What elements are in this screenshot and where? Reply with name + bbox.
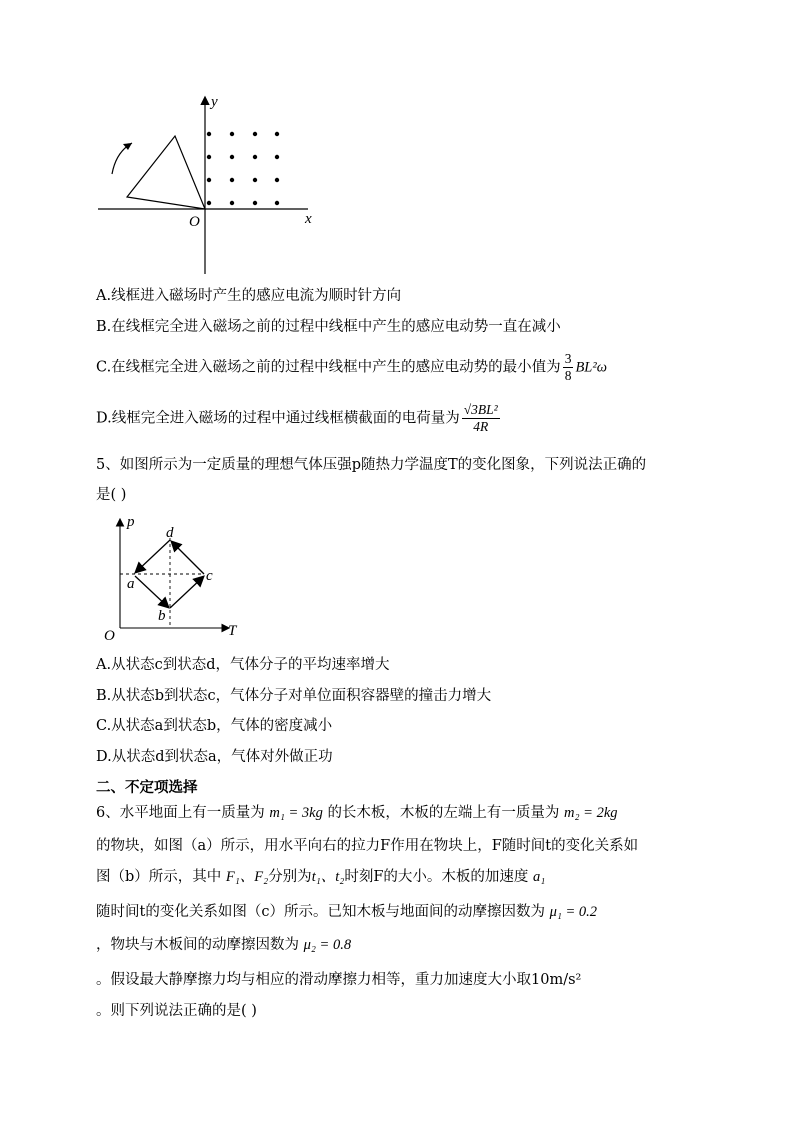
- figure-p-t-diagram: [100, 510, 250, 645]
- question-6-line4: 随时间t的变化关系如图（c）所示。已知木板与地面间的动摩擦因数为 μ₁ = 0.2: [96, 904, 598, 920]
- question-5-stem-line1: 5、如图所示为一定质量的理想气体压强p随热力学温度T的变化图象，下列说法正确的: [96, 457, 647, 473]
- q5-option-a: A.从状态c到状态d，气体分子的平均速率增大: [96, 657, 390, 673]
- state-label-b: b: [158, 608, 166, 624]
- option-d: [96, 402, 502, 435]
- fraction: $\frac{\text{√3BL²}}{4R}$: [463, 402, 498, 434]
- origin-label: O: [104, 628, 115, 644]
- axis-label-p: p: [127, 514, 135, 530]
- question-6-line5: ，物块与木板间的动摩擦因数为 μ₂ = 0.8: [96, 937, 352, 953]
- formula-m2: m₂ = 2kg: [564, 805, 618, 821]
- question-5-stem-line2: 是( ): [96, 487, 127, 503]
- formula-m1: m₁ = 3kg: [269, 805, 323, 821]
- option-a: A.线框进入磁场时产生的感应电流为顺时针方向: [96, 288, 402, 304]
- formula-mu2: μ₂ = 0.8: [303, 937, 352, 953]
- option-d-text: D.线框完全进入磁场的过程中通过线框横截面的电荷量为: [96, 410, 460, 427]
- section-title: 二、不定项选择: [96, 780, 198, 796]
- formula-f1-f2: F₁、F₂: [225, 869, 269, 885]
- state-label-d: d: [166, 525, 174, 541]
- option-c: [96, 351, 607, 384]
- origin-label: O: [189, 214, 200, 230]
- formula-t1-t2: t₁、t₂: [311, 869, 345, 885]
- formula-a1: a₁: [533, 869, 546, 885]
- axis-label-x: x: [305, 211, 312, 227]
- question-6-line2: 的物块，如图（a）所示，用水平向右的拉力F作用在物块上，F随时间t的变化关系如: [96, 838, 639, 854]
- figure-magnetic-field: [90, 90, 330, 280]
- q5-option-d: D.从状态d到状态a，气体对外做正功: [96, 749, 333, 765]
- question-6-line6: 。假设最大静摩擦力均与相应的滑动摩擦力相等，重力加速度大小取10m/s²: [96, 972, 582, 988]
- axis-label-t: T: [228, 623, 237, 639]
- process-c-to-d: [172, 542, 204, 574]
- process-b-to-c: [170, 577, 203, 608]
- question-6-line1: 6、水平地面上有一质量为 m₁ = 3kg 的长木板，木板的左端上有一质量为 m₂ = 2kg: [96, 805, 618, 821]
- triangle-frame: [127, 136, 205, 209]
- option-c-formula: BL²ω: [575, 359, 607, 376]
- magnetic-field-dots: [207, 132, 279, 205]
- axis-label-y: y: [211, 94, 218, 110]
- state-label-a: a: [127, 576, 135, 592]
- question-6-line3: 图（b）所示，其中 F₁、F₂分别为t₁、t₂时刻F的大小。木板的加速度 a₁: [96, 869, 546, 885]
- option-c-text: C.在线框完全进入磁场之前的过程中线框中产生的感应电动势的最小值为: [96, 359, 561, 376]
- process-d-to-a: [136, 540, 170, 572]
- state-label-c: c: [206, 568, 213, 584]
- process-a-to-b: [135, 576, 168, 607]
- q5-option-c: C.从状态a到状态b，气体的密度减小: [96, 718, 333, 734]
- fraction: $\frac{3}{8}$: [564, 351, 572, 383]
- question-6-line7: 。则下列说法正确的是( ): [96, 1003, 257, 1019]
- formula-mu1: μ₁ = 0.2: [549, 904, 598, 920]
- option-b: B.在线框完全进入磁场之前的过程中线框中产生的感应电动势一直在减小: [96, 319, 561, 335]
- q5-option-b: B.从状态b到状态c，气体分子对单位面积容器壁的撞击力增大: [96, 688, 492, 704]
